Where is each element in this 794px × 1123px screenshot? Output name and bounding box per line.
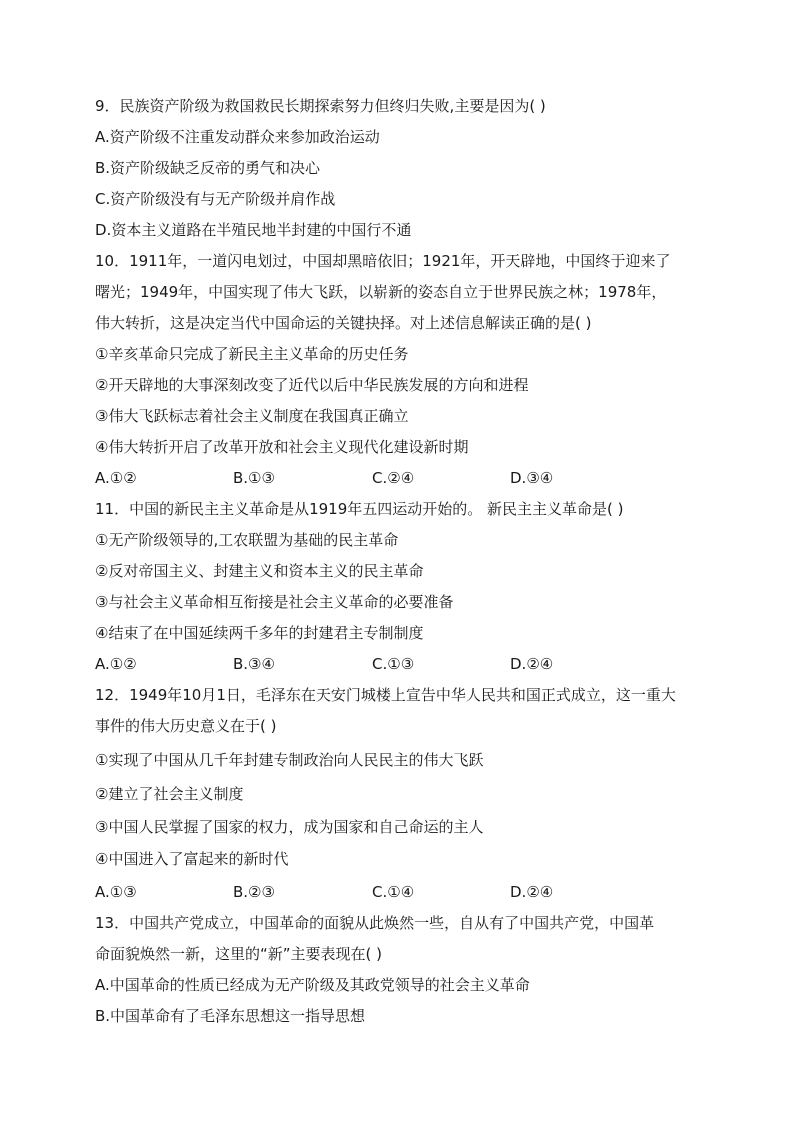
answer-option-b: B.①③	[233, 469, 275, 487]
question-12-item-1: ①实现了中国从几千年封建专制政治向人民民主的伟大飞跃	[95, 751, 484, 769]
question-11-item-3: ③与社会主义革命相互衔接是社会主义革命的必要准备	[95, 593, 454, 611]
question-12-item-2: ②建立了社会主义制度	[95, 785, 244, 803]
question-11-item-1: ①无产阶级领导的,工农联盟为基础的民主革命	[95, 531, 399, 549]
question-9-choice-a: A.资产阶级不注重发动群众来参加政治运动	[95, 128, 380, 146]
question-12-item-4: ④中国进入了富起来的新时代	[95, 850, 289, 868]
question-10-item-3: ③伟大飞跃标志着社会主义制度在我国真正确立	[95, 407, 409, 425]
answer-option-a: A.①②	[95, 469, 137, 487]
question-9-stem: 9．民族资产阶级为救国救民长期探索努力但终归失败,主要是因为( )	[95, 97, 546, 115]
question-11-item-4: ④结束了在中国延续两千多年的封建君主专制制度	[95, 624, 424, 642]
question-13-stem-line-1: 13．中国共产党成立，中国革命的面貌从此焕然一些，自从有了中国共产党，中国革	[95, 914, 655, 932]
answer-option-a: A.①②	[95, 655, 137, 673]
question-9-choice-d: D.资本主义道路在半殖民地半封建的中国行不通	[95, 221, 412, 239]
question-10-item-2: ②开天辟地的大事深刻改变了近代以后中华民族发展的方向和进程	[95, 376, 529, 394]
question-12-stem-line-1: 12．1949年10月1日，毛泽东在天安门城楼上宣告中华人民共和国正式成立，这一重大	[95, 686, 676, 704]
question-9-choice-c: C.资产阶级没有与无产阶级并肩作战	[95, 190, 336, 208]
question-13-stem-line-2: 命面貌焕然一新，这里的“新”主要表现在( )	[95, 945, 383, 963]
question-9-choice-b: B.资产阶级缺乏反帝的勇气和决心	[95, 159, 321, 177]
answer-option-d: D.②④	[510, 883, 554, 901]
answer-option-b: B.②③	[233, 883, 275, 901]
question-12-item-3: ③中国人民掌握了国家的权力，成为国家和自己命运的主人	[95, 818, 484, 836]
answer-option-c: C.①④	[372, 883, 415, 901]
question-10-item-1: ①辛亥革命只完成了新民主主义革命的历史任务	[95, 345, 409, 363]
question-10-stem-line-1: 10．1911年，一道闪电划过，中国却黑暗依旧；1921年，开天辟地，中国终于迎来了	[95, 252, 671, 270]
answer-option-a: A.①③	[95, 883, 137, 901]
question-13-choice-b: B.中国革命有了毛泽东思想这一指导思想	[95, 1007, 366, 1025]
answer-option-d: D.③④	[510, 469, 554, 487]
question-10-item-4: ④伟大转折开启了改革开放和社会主义现代化建设新时期	[95, 438, 469, 456]
question-11-item-2: ②反对帝国主义、封建主义和资本主义的民主革命	[95, 562, 424, 580]
answer-option-d: D.②④	[510, 655, 554, 673]
answer-option-c: C.①③	[372, 655, 415, 673]
question-11-stem: 11．中国的新民主主义革命是从1919年五四运动开始的。 新民主主义革命是( )	[95, 500, 624, 518]
question-10-stem-line-3: 伟大转折，这是决定当代中国命运的关键抉择。对上述信息解读正确的是( )	[95, 314, 592, 332]
answer-option-c: C.②④	[372, 469, 415, 487]
question-13-choice-a: A.中国革命的性质已经成为无产阶级及其政党领导的社会主义革命	[95, 976, 530, 994]
question-10-stem-line-2: 曙光；1949年，中国实现了伟大飞跃，以崭新的姿态自立于世界民族之林；1978年，	[95, 283, 667, 301]
question-12-stem-line-2: 事件的伟大历史意义在于( )	[95, 717, 277, 735]
answer-option-b: B.③④	[233, 655, 275, 673]
